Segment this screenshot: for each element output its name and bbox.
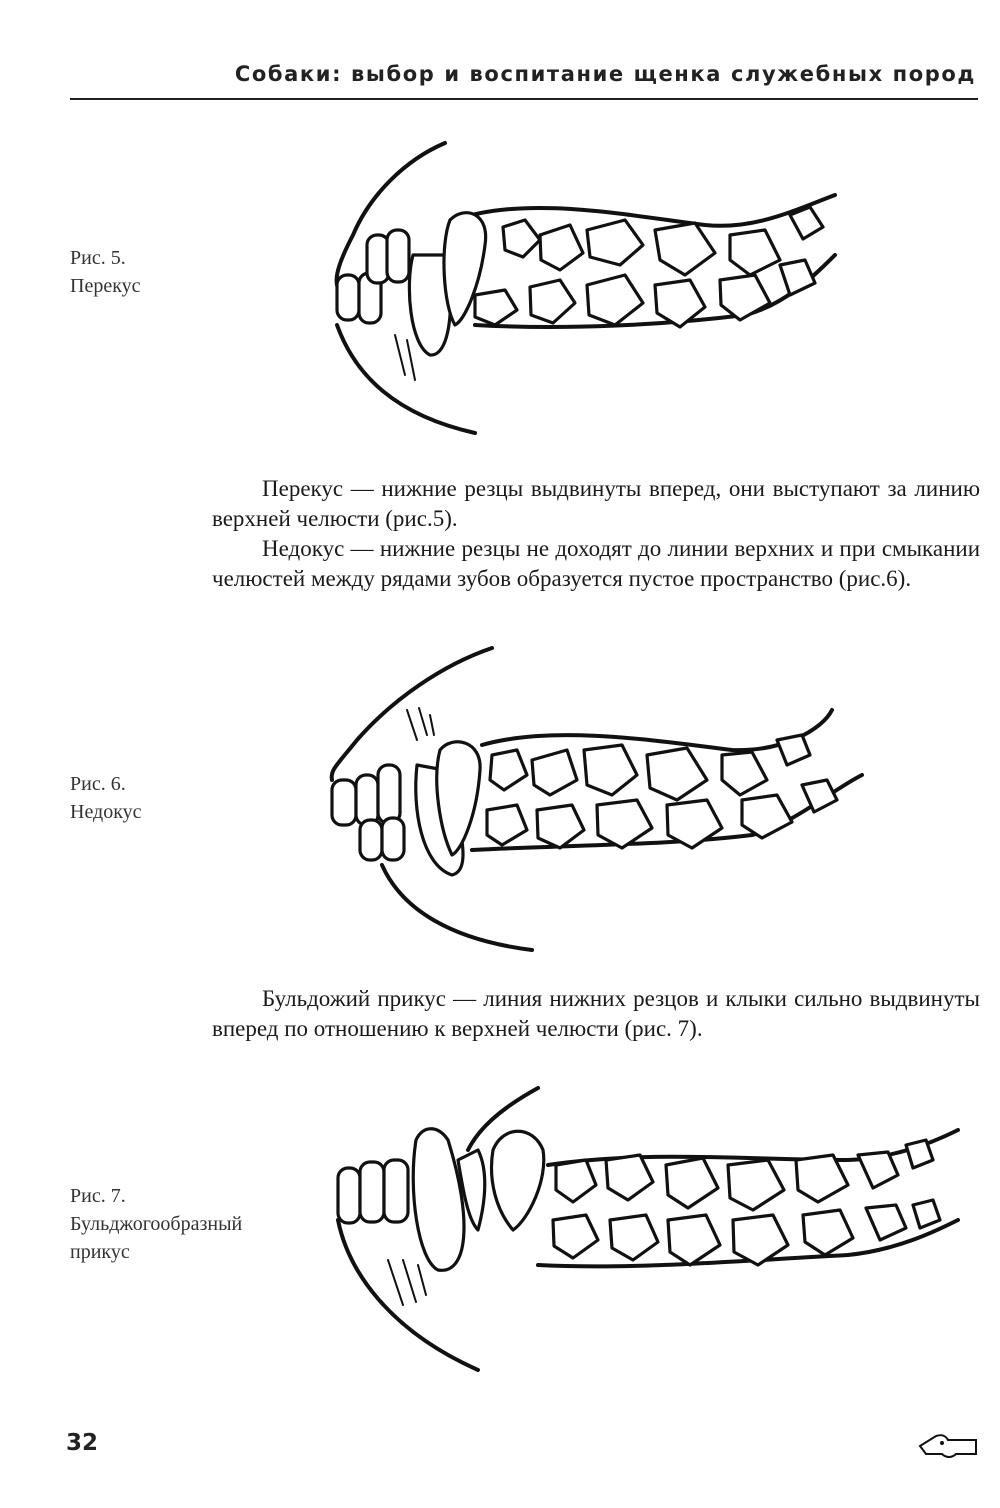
- jaw-bulldog-bite-illustration: [328, 1080, 968, 1380]
- figure-7-caption: [70, 1182, 242, 1266]
- figure-6-label: Рис. 6.: [70, 773, 126, 795]
- figure-7-title-line-1: Бульджогообразный: [70, 1213, 243, 1235]
- figure-6-title: Недокус: [70, 801, 142, 823]
- jaw-underbite-illustration: [322, 640, 867, 955]
- jaw-overbite-illustration: [325, 135, 845, 440]
- book-title: Собаки: выбор и воспитание щенка служебных пород: [234, 62, 976, 86]
- running-header: [70, 58, 978, 100]
- figure-7-label: Рис. 7.: [70, 1185, 126, 1207]
- paragraph-underbite: Недокус — нижние резцы не доходят до линии верхних и при смыкании челюстей между рядами зубов образуется пустое пространство (рис.6).: [212, 536, 980, 591]
- page-number: 32: [66, 1430, 99, 1456]
- paragraph-bulldog-bite: Бульдожий прикус — линия нижних резцов и клыки сильно выдвинуты вперед по отношению к верхней челюсти (рис. 7).: [212, 986, 980, 1041]
- figure-6-caption: [70, 770, 142, 826]
- figure-5-label: Рис. 5.: [70, 247, 126, 269]
- figure-5-title: Перекус: [70, 275, 141, 297]
- paragraph-overbite: Перекус — нижние резцы выдвинуты вперед, они выступают за линию верхней челюсти (рис.5).: [212, 476, 980, 531]
- figure-7-title-line-2: прикус: [70, 1241, 130, 1263]
- dog-pointer-icon: [916, 1430, 982, 1467]
- figure-5-caption: [70, 244, 141, 300]
